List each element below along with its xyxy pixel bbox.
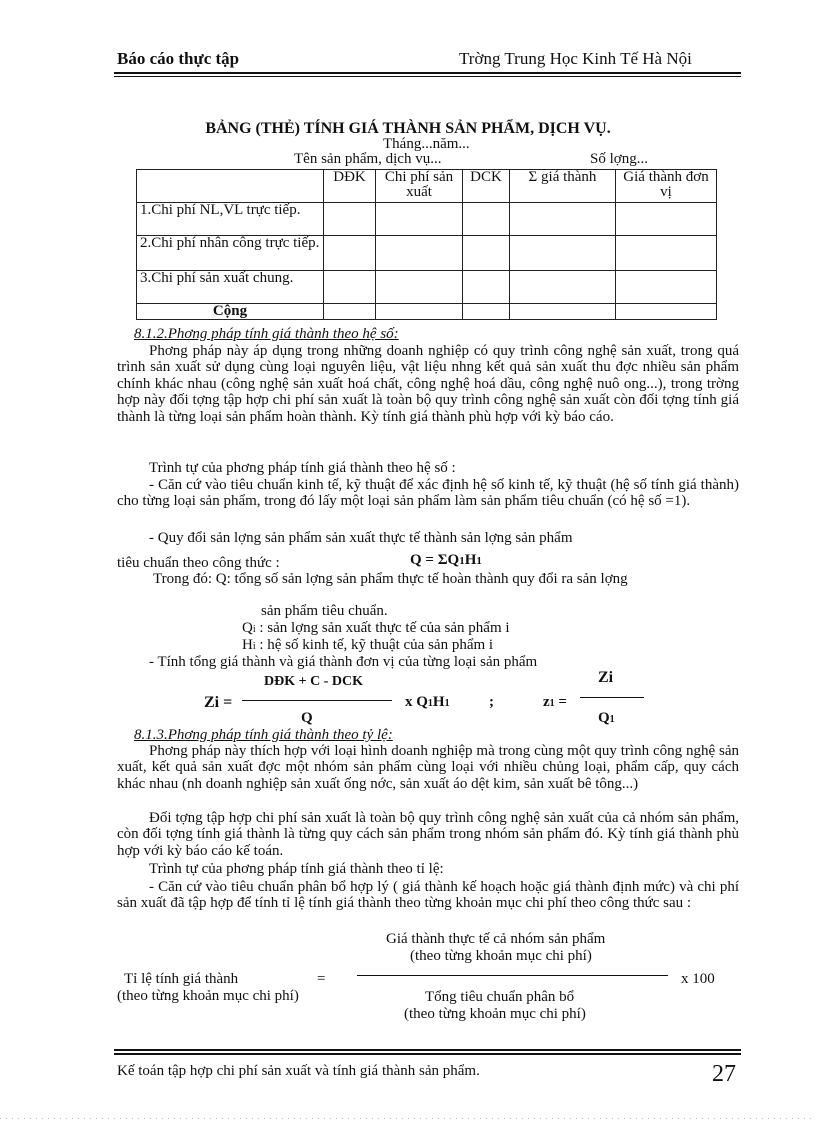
header-cell: DCK (463, 170, 510, 203)
paragraph: - Căn cứ vào tiêu chuẩn phân bổ hợp lý ( giá thành kế hoạch hoặc giá thành định mức) và chi phí sản xuất đã tập hợp để tính tỉ lệ tính giá thành theo từng khoản mục chi phí theo công thức sau : (117, 879, 739, 912)
row-label-total: Cộng (137, 304, 324, 320)
formula-zsmall-label: z1 = (543, 694, 567, 710)
formula-zsmall-denominator: Q1 (598, 710, 615, 726)
ratio-left-sub: (theo từng khoản mục chi phí) (117, 988, 299, 1004)
formula-zsmall-numerator: Zi (598, 669, 614, 686)
table-header-row (137, 170, 717, 203)
paragraph: Trình tự của phơng pháp tính giá thành theo hệ số : (149, 460, 456, 476)
ratio-denominator-sub: (theo từng khoản mục chi phí) (404, 1006, 586, 1022)
ratio-equals: = (317, 971, 326, 987)
quantity-line: Số lợng... (590, 151, 648, 167)
paragraph: - Quy đổi sản lợng sản phẩm sản xuất thực tế thành sản lợng sản phẩm (149, 530, 573, 546)
header-cell: Chi phí sản xuất (376, 170, 463, 203)
row-label: 1.Chi phí NL,VL trực tiếp. (137, 203, 324, 236)
footer-text: Kế toán tập hợp chi phí sản xuất và tính giá thành sản phẩm. (117, 1063, 480, 1079)
formula-q: Q = ΣQ1H1 (410, 552, 482, 568)
fraction-line (357, 975, 668, 976)
formula-zi-numerator: DĐK + C - DCK (264, 674, 363, 689)
header-cell (137, 170, 324, 203)
formula-separator: ; (489, 694, 494, 710)
qi-definition: Qi : sản lợng sản xuất thực tế của sản phẩm i (242, 620, 510, 636)
table-row (137, 236, 717, 271)
header-report-title: Báo cáo thực tập (117, 49, 240, 68)
ratio-denominator: Tổng tiêu chuẩn phân bổ (425, 989, 575, 1005)
paragraph: Trong đó: Q: tổng số sản lợng sản phẩm thực tế hoàn thành quy đổi ra sản lợng (153, 571, 628, 587)
bottom-dotted-line (0, 1118, 816, 1119)
month-line: Tháng...năm... (383, 136, 470, 152)
fraction-line (242, 700, 392, 701)
hi-definition: Hi : hệ số kinh tế, kỹ thuật của sản phẩm i (242, 637, 494, 653)
header-cell: Giá thành đơn vị (616, 170, 717, 203)
header-rule (114, 72, 741, 74)
table-row (137, 271, 717, 304)
header-cell: DĐK (324, 170, 376, 203)
page-title: BẢNG (THẺ) TÍNH GIÁ THÀNH SẢN PHẨM, DỊCH VỤ. (205, 120, 611, 137)
paragraph: sản phẩm tiêu chuẩn. (261, 603, 388, 619)
fraction-line (580, 697, 644, 698)
header-rule-thin (114, 76, 741, 77)
ratio-times: x 100 (681, 971, 715, 987)
paragraph: Trình tự của phơng pháp tính giá thành theo tỉ lệ: (149, 861, 444, 877)
table-row (137, 304, 717, 320)
header-school-name: Trờng Trung Học Kinh Tế Hà Nội (459, 49, 692, 68)
paragraph: Đối tợng tập hợp chi phí sản xuất là toàn bộ quy trình công nghệ sản xuất của cả nhóm sản phẩm, còn đối tợng tính giá thành là từng quy cách sản phẩm trong nhóm sản phẩm đó. Kỳ tính giá thành phù hợp với kỳ báo cáo kế toán. (117, 810, 739, 859)
cost-table (136, 169, 717, 320)
table-row (137, 203, 717, 236)
ratio-numerator: Giá thành thực tế cả nhóm sản phẩm (386, 931, 606, 947)
formula-zi-denominator: Q (301, 710, 313, 726)
page-number: 27 (712, 1061, 736, 1087)
ratio-numerator-sub: (theo từng khoản mục chi phí) (410, 948, 592, 964)
formula-zi-label: Zi = (204, 694, 233, 711)
paragraph: Phơng pháp này áp dụng trong những doanh nghiệp có quy trình công nghệ sản xuất, trong quá trình sản xuất sử dụng cùng loại nguyên liệu, vật liệu nhng kết quả sản xuất thu đợc nhiều sản phẩm chính khác nhau (công nghệ sản xuất hoá chất, công nghệ hoá dầu, công nghệ nuô ong...), trong trờng hợp này đối tợng tập hợp chi phí sản xuất là toàn bộ quy trình công nghệ sản xuất còn đối tợng tính giá thành là từng loại sản phẩm hoàn thành. Kỳ tính giá thành phù hợp với kỳ báo cáo. (117, 343, 739, 425)
paragraph: tiêu chuẩn theo công thức : (117, 555, 280, 571)
section-812-heading: 8.1.2.Phơng pháp tính giá thành theo hệ số: (134, 326, 399, 342)
product-line: Tên sản phẩm, dịch vụ... (294, 151, 442, 167)
row-label: 2.Chi phí nhân công trực tiếp. (137, 236, 324, 271)
section-813-heading: 8.1.3.Phơng pháp tính giá thành theo tỷ lệ: (134, 727, 393, 743)
paragraph: Phơng pháp này thích hợp với loại hình doanh nghiệp mà trong cùng một quy trình công nghệ sản xuất, kết quả sản xuất đợc một nhóm sản phẩm cùng loại với nhiều chủng loại, phẩm cấp, quy cách khác nhau (nh doanh nghiệp sản xuất ống nớc, sản xuất áo dệt kim, sản xuất bê tông...) (117, 743, 739, 792)
formula-zi-times: x Q1H1 (405, 694, 450, 710)
footer-rule-2 (114, 1053, 741, 1055)
paragraph: - Tính tổng giá thành và giá thành đơn vị của từng loại sản phẩm (149, 654, 538, 670)
footer-rule (114, 1049, 741, 1051)
ratio-left-label: Tỉ lệ tính giá thành (124, 971, 239, 987)
header-cell: Σ giá thành (510, 170, 616, 203)
row-label: 3.Chi phí sản xuất chung. (137, 271, 324, 304)
paragraph: - Căn cứ vào tiêu chuẩn kinh tế, kỹ thuật để xác định hệ số kinh tế, kỹ thuật (hệ số tính giá thành) cho từng loại sản phẩm, trong đó lấy một loại sản phẩm làm sản phẩm tiêu chuẩn (có hệ số =1). (117, 477, 739, 510)
